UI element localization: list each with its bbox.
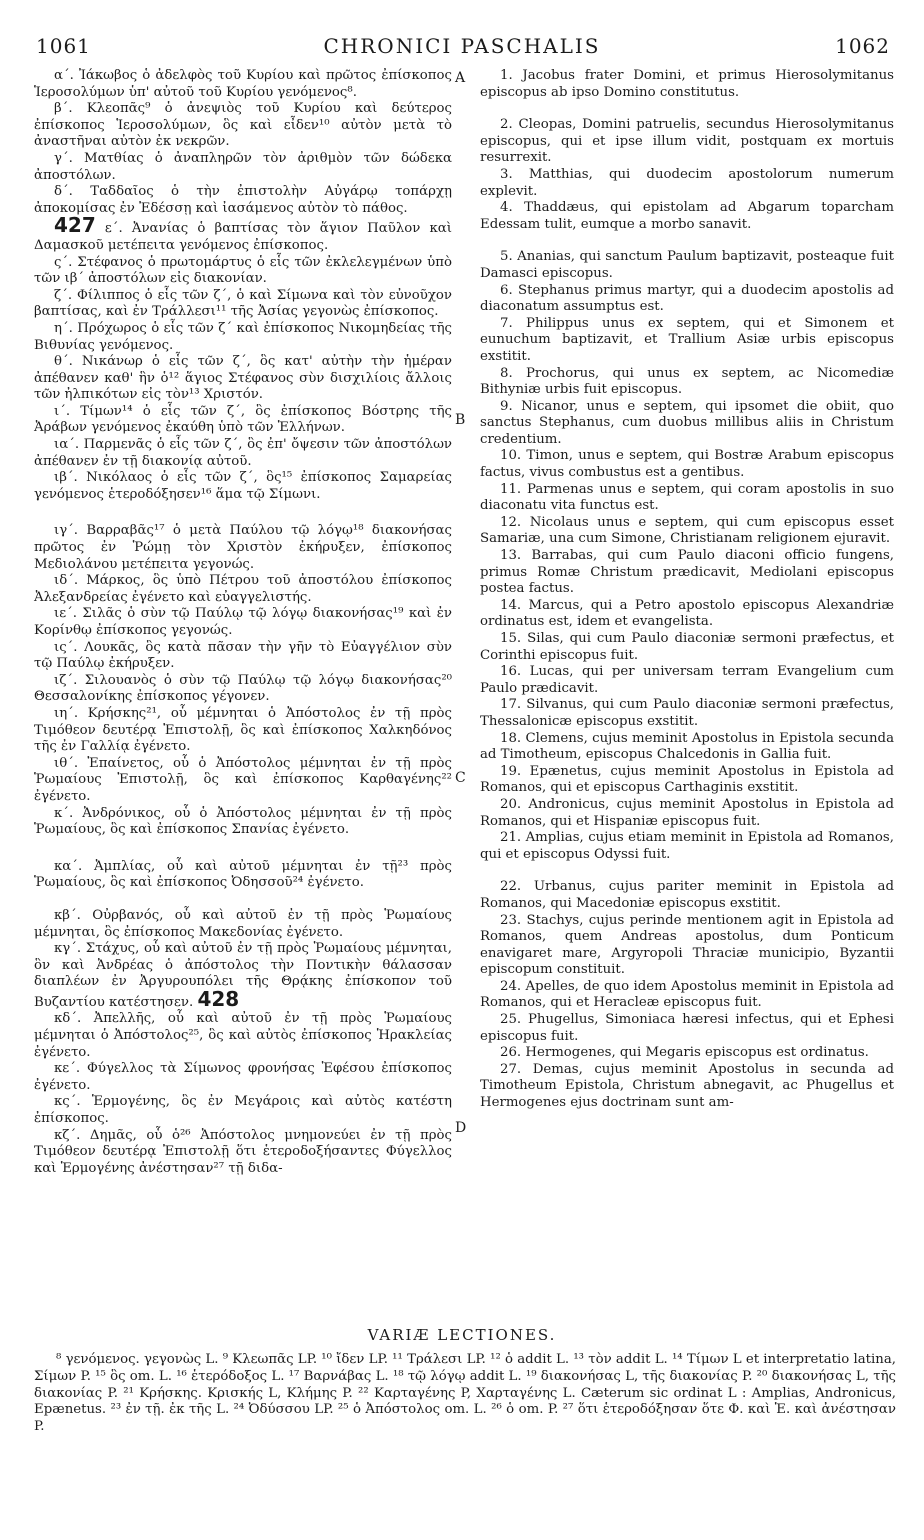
greek-entry: κε΄. Φύγελλος τὰ Σίμωνος φρονήσας Ἐφέσου ἐπίσκοπος ἐγένετο. [34, 1061, 452, 1093]
greek-entry: ιβ΄. Νικόλαος ὁ εἷς τῶν ζ΄, ὃς¹⁵ ἐπίσκοπος Σαμαρείας γενόμενος ἑτεροδόξησεν¹⁶ ἅμα τῷ Σίμωνι. [34, 470, 452, 502]
variae-lectiones [34, 1352, 896, 1436]
greek-entry: ιζ΄. Σιλουανὸς ὁ σὺν τῷ Παύλῳ τῷ λόγῳ διακονήσας²⁰ Θεσσαλονίκης ἐπίσκοπος γέγονεν. [34, 672, 452, 705]
greek-entry: ιδ΄. Μάρκος, ὃς ὑπὸ Πέτρου τοῦ ἀποστόλου ἐπίσκοπος Ἀλεξανδρείας ἐγένετο καὶ εὐαγγελιστής. [34, 573, 452, 605]
margin-letter-b: B [455, 412, 466, 428]
spacer [34, 839, 452, 859]
latin-entry: 5. Ananias, qui sanctum Paulum baptizavit, posteaque fuit Damasci episcopus. [480, 249, 894, 281]
greek-entry: ιη΄. Κρήσκης²¹, οὗ μέμνηται ὁ Ἀπόστολος ἐν τῇ πρὸς Τιμόθεον δευτέρᾳ Ἐπιστολῇ, ὃς καὶ ἐπίσκοπος Χαλκηδόνος τῆς ἐν Γαλλίᾳ ἐγένετο. [34, 705, 452, 755]
greek-entry-text: κγ΄. Στάχυς, οὗ καὶ αὐτοῦ ἐν τῇ πρὸς Ῥωμαίους μέμνηται, ὃν καὶ Ἀνδρέας ὁ ἀπόστολος τὴν Ποντικὴν θάλασσαν διαπλέων ἐν Ἀργυρουπόλει τῆς Θρᾴκης ἐπίσκοπον τοῦ Βυζαντίου κατέστησεν. [34, 941, 452, 1010]
latin-column [480, 68, 894, 1112]
latin-entry: 7. Philippus unus ex septem, qui et Simonem et eunuchum baptizavit, et Trallium Asiæ urbis episcopus exstitit. [480, 315, 894, 364]
greek-entry: κζ΄. Δημᾶς, οὗ ὁ²⁶ Ἀπόστολος μνημονεύει ἐν τῇ πρὸς Τιμόθεον δευτέρᾳ Ἐπιστολῇ ὅτι ἑτεροδοξήσαντες Φύγελλος καὶ Ἑρμογένης ἀνέστησαν²⁷ τῇ διδα- [34, 1127, 452, 1176]
latin-entry: 14. Marcus, qui a Petro apostolo episcopus Alexandriæ ordinatus est, idem et evangelista. [480, 597, 894, 630]
latin-entry: 24. Apelles, de quo idem Apostolus meminit in Epistola ad Romanos, qui et Heracleæ episcopus fuit. [480, 978, 894, 1011]
latin-entry: 12. Nicolaus unus e septem, qui cum episcopus esset Samariæ, una cum Simone, Christianam religionem ejuravit. [480, 514, 894, 547]
latin-entry: 9. Nicanor, unus e septem, qui ipsomet die obiit, quo sanctus Stephanus, cum duobus millibus aliis in Christum credentium. [480, 398, 894, 447]
latin-entry: 13. Barrabas, qui cum Paulo diaconi officio fungens, primus Romæ Christum prædicavit, Mediolani episcopus postea factus. [480, 548, 894, 597]
spacer [480, 233, 894, 249]
greek-entry: ς΄. Στέφανος ὁ πρωτομάρτυς ὁ εἷς τῶν ἐκλελεγμένων ὑπὸ τῶν ιβ΄ ἀποστόλων εἰς διακονίαν. [34, 254, 452, 287]
latin-entry: 16. Lucas, qui per universam terram Evangelium cum Paulo prædicavit. [480, 664, 894, 696]
greek-entry: γ΄. Ματθίας ὁ ἀναπληρῶν τὸν ἀριθμὸν τῶν δώδεκα ἀποστόλων. [34, 150, 452, 183]
margin-number-427: 427 [54, 213, 96, 238]
latin-entry: 27. Demas, cujus meminit Apostolus in secunda ad Timotheum Epistola, Christum abnegavit, ac Phugellus et Hermogenes ejus doctrinam sunt am- [480, 1061, 894, 1111]
greek-column [34, 68, 452, 1177]
greek-entry: κς΄. Ἑρμογένης, ὃς ἐν Μεγάροις καὶ αὐτὸς κατέστη ἐπίσκοπος. [34, 1094, 452, 1127]
greek-entry: ι΄. Τίμων¹⁴ ὁ εἷς τῶν ζ΄, ὃς ἐπίσκοπος Βόστρης τῆς Ἀράβων γενόμενος ἐκαύθη ὑπὸ τῶν Ἑλλήνων. [34, 403, 452, 436]
margin-letter-a: A [455, 70, 466, 86]
running-title: CHRONICI PASCHALIS [323, 34, 601, 58]
greek-entry: κβ΄. Οὐρβανός, οὗ καὶ αὐτοῦ ἐν τῇ πρὸς Ῥωμαίους μέμνηται, ὃς ἐπίσκοπος Μακεδονίας ἐγένετο. [34, 907, 452, 940]
latin-entry: 20. Andronicus, cujus meminit Apostolus in Epistola ad Romanos, qui et Hispaniæ episcopus fuit. [480, 796, 894, 829]
latin-entry: 22. Urbanus, cujus pariter meminit in Epistola ad Romanos, qui Macedoniæ episcopus exstitit. [480, 879, 894, 911]
margin-letter-c: C [455, 770, 466, 786]
greek-entry-428 [34, 941, 452, 1011]
margin-number-428: 428 [197, 986, 240, 1011]
latin-entry: 15. Silas, qui cum Paulo diaconiæ sermoni præfectus, et Corinthi episcopus fuit. [480, 631, 894, 663]
greek-entry: ιθ΄. Ἐπαίνετος, οὗ ὁ Ἀπόστολος μέμνηται ἐν τῇ πρὸς Ῥωμαίους Ἐπιστολῇ, ὃς καὶ ἐπίσκοπος Καρθαγένης²² ἐγένετο. [34, 755, 452, 804]
left-page-number: 1061 [36, 34, 91, 58]
greek-entry-427 [34, 213, 453, 254]
greek-entry: ιγ΄. Βαρραβᾶς¹⁷ ὁ μετὰ Παύλου τῷ λόγῳ¹⁸ διακονήσας πρῶτος ἐν Ῥώμῃ τὸν Χριστὸν ἐκήρυξεν, ἐπίσκοπος Μεδιολάνου μετέπειτα γεγονώς. [34, 523, 452, 572]
latin-entry: 2. Cleopas, Domini patruelis, secundus Hierosolymitanus episcopus, qui et ipse illum vidit, postquam ex mortuis resurrexit. [480, 117, 894, 166]
latin-entry: 21. Amplias, cujus etiam meminit in Epistola ad Romanos, qui et episcopus Odyssi fuit. [480, 830, 894, 862]
greek-entry: θ΄. Νικάνωρ ὁ εἷς τῶν ζ΄, ὃς κατ' αὐτὴν τὴν ἡμέραν ἀπέθανεν καθ' ἣν ὁ¹² ἅγιος Στέφανος σὺν δισχιλίοις ἄλλοις τῶν ἠλπικότων εἰς τὸν¹³ Χριστόν. [34, 354, 452, 403]
greek-entry-text: ε΄. Ἀνανίας ὁ βαπτίσας τὸν ἅγιον Παῦλον καὶ Δαμασκοῦ μετέπειτα γενόμενος ἐπίσκοπος. [34, 221, 453, 253]
greek-entry: η΄. Πρόχωρος ὁ εἷς τῶν ζ΄ καὶ ἐπίσκοπος Νικομηδείας τῆς Βιθυνίας γενόμενος. [34, 320, 452, 353]
greek-entry: ια΄. Παρμενᾶς ὁ εἷς τῶν ζ΄, ὃς ἐπ' ὄψεσιν τῶν ἀποστόλων ἀπέθανεν ἐν τῇ διακονίᾳ αὐτοῦ. [34, 437, 452, 469]
latin-entry: 3. Matthias, qui duodecim apostolorum numerum explevit. [480, 166, 894, 199]
spacer [34, 503, 452, 523]
right-page-number: 1062 [835, 34, 890, 58]
latin-entry: 11. Parmenas unus e septem, qui coram apostolis in suo diaconatu vita functus est. [480, 481, 894, 514]
greek-entry: α΄. Ἰάκωβος ὁ ἀδελφὸς τοῦ Κυρίου καὶ πρῶτος ἐπίσκοπος Ἱεροσολύμων ὑπ' αὐτοῦ τοῦ Κυρίου γενόμενος⁸. [34, 68, 452, 100]
greek-entry: κδ΄. Ἀπελλῆς, οὗ καὶ αὐτοῦ ἐν τῇ πρὸς Ῥωμαίους μέμνηται ὁ Ἀπόστολος²⁵, ὃς καὶ αὐτὸς ἐπίσκοπος Ἡρακλείας ἐγένετο. [34, 1011, 452, 1060]
latin-entry: 4. Thaddæus, qui epistolam ad Abgarum toparcham Edessam tulit, eumque a morbo sanavit. [480, 200, 894, 232]
greek-entry: ιε΄. Σιλᾶς ὁ σὺν τῷ Παύλῳ τῷ λόγῳ διακονήσας¹⁹ καὶ ἐν Κορίνθῳ ἐπίσκοπος γεγονώς. [34, 606, 452, 638]
latin-entry: 25. Phugellus, Simoniaca hæresi infectus, qui et Ephesi episcopus fuit. [480, 1012, 894, 1044]
greek-entry: κ΄. Ἀνδρόνικος, οὗ ὁ Ἀπόστολος μέμνηται ἐν τῇ πρὸς Ῥωμαίους, ὃς καὶ ἐπίσκοπος Σπανίας ἐγένετο. [34, 805, 452, 838]
greek-entry: β΄. Κλεοπᾶς⁹ ὁ ἀνεψιὸς τοῦ Κυρίου καὶ δεύτερος ἐπίσκοπος Ἱεροσολύμων, ὃς καὶ εἶδεν¹⁰ αὐτὸν μετὰ τὸ ἀναστῆναι αὐτὸν ἐκ νεκρῶν. [34, 101, 452, 150]
spacer [34, 892, 452, 908]
variae-lectiones-text: ⁸ γενόμενος. γεγονὼς L. ⁹ Κλεωπᾶς LP. ¹⁰ ἴδεν LP. ¹¹ Τράλεσι LP. ¹² ὁ addit L. ¹³ τὸν addit L. ¹⁴ Τίμων L et interpretatio latina, Σίμων P. ¹⁵ ὃς om. L. ¹⁶ ἑτερόδοξος L. ¹⁷ Βαρνάβας L. ¹⁸ τῷ λόγῳ addit L. ¹⁹ διακονήσας L, τῆς διακονίας P. ²⁰ διακονήσας L, τῆς διακονίας P. ²¹ Κρήσκης. Κρισκής L, Κλήμης P. ²² Καρταγένης P, Χαρταγένης L. Cæterum sic ordinat L : Amplias, Andronicus, Epænetus. ²³ ἐν τῇ. ἐκ τῆς L. ²⁴ Ὀδύσσου LP. ²⁵ ὁ Ἀπόστολος om. L. ²⁶ ὁ om. P. ²⁷ ὅτι ἑτεροδόξησαν ὅτε Φ. καὶ Ἑ. καὶ ἀνέστησαν P. [34, 1352, 896, 1435]
latin-entry: 6. Stephanus primus martyr, qui a duodecim apostolis ad diaconatum assumptus est. [480, 282, 894, 315]
latin-entry: 18. Clemens, cujus meminit Apostolus in Epistola secunda ad Timotheum, episcopus Chalcedonis in Gallia fuit. [480, 730, 894, 763]
greek-entry: ις΄. Λουκᾶς, ὃς κατὰ πᾶσαν τὴν γῆν τὸ Εὐαγγέλιον σὺν τῷ Παύλῳ ἐκήρυξεν. [34, 639, 452, 672]
margin-letter-d: D [455, 1120, 467, 1136]
page-header [30, 34, 894, 64]
greek-entry: ζ΄. Φίλιππος ὁ εἷς τῶν ζ΄, ὁ καὶ Σίμωνα καὶ τὸν εὐνοῦχον βαπτίσας, καὶ ἐν Τράλλεσι¹¹ τῆς Ἀσίας γεγονὼς ἐπίσκοπος. [34, 287, 452, 320]
greek-entry: κα΄. Ἀμπλίας, οὗ καὶ αὐτοῦ μέμνηται ἐν τῇ²³ πρὸς Ῥωμαίους, ὃς καὶ ἐπίσκοπος Ὀδησσοῦ²⁴ ἐγένετο. [34, 858, 452, 891]
latin-entry: 19. Epænetus, cujus meminit Apostolus in Epistola ad Romanos, qui et episcopus Carthaginis exstitit. [480, 763, 894, 796]
variae-lectiones-title: VARIÆ LECTIONES. [367, 1326, 557, 1344]
greek-entry: δ΄. Ταδδαῖος ὁ τὴν ἐπιστολὴν Αὐγάρῳ τοπάρχῃ ἀποκομίσας ἐν Ἐδέσσῃ καὶ ἰασάμενος αὐτὸν τὸ πάθος. [34, 184, 452, 216]
latin-entry: 1. Jacobus frater Domini, et primus Hierosolymitanus episcopus ab ipso Domino constitutus. [480, 68, 894, 100]
latin-entry: 10. Timon, unus e septem, qui Bostræ Arabum episcopus factus, vivus combustus est a gentibus. [480, 448, 894, 481]
latin-entry: 26. Hermogenes, qui Megaris episcopus est ordinatus. [500, 1045, 869, 1061]
latin-entry: 23. Stachys, cujus perinde mentionem agit in Epistola ad Romanos, quem Andreas apostolus, dum Ponticum enavigaret mare, Argyropoli Thraciæ municipio, Byzantii episcopum constituit. [480, 912, 894, 978]
spacer [480, 101, 894, 117]
latin-entry: 8. Prochorus, qui unus ex septem, ac Nicomediæ Bithyniæ urbis fuit episcopus. [480, 365, 894, 398]
spacer [480, 863, 894, 879]
latin-entry: 17. Silvanus, qui cum Paulo diaconiæ sermoni præfectus, Thessalonicæ episcopus exstitit. [480, 697, 894, 729]
